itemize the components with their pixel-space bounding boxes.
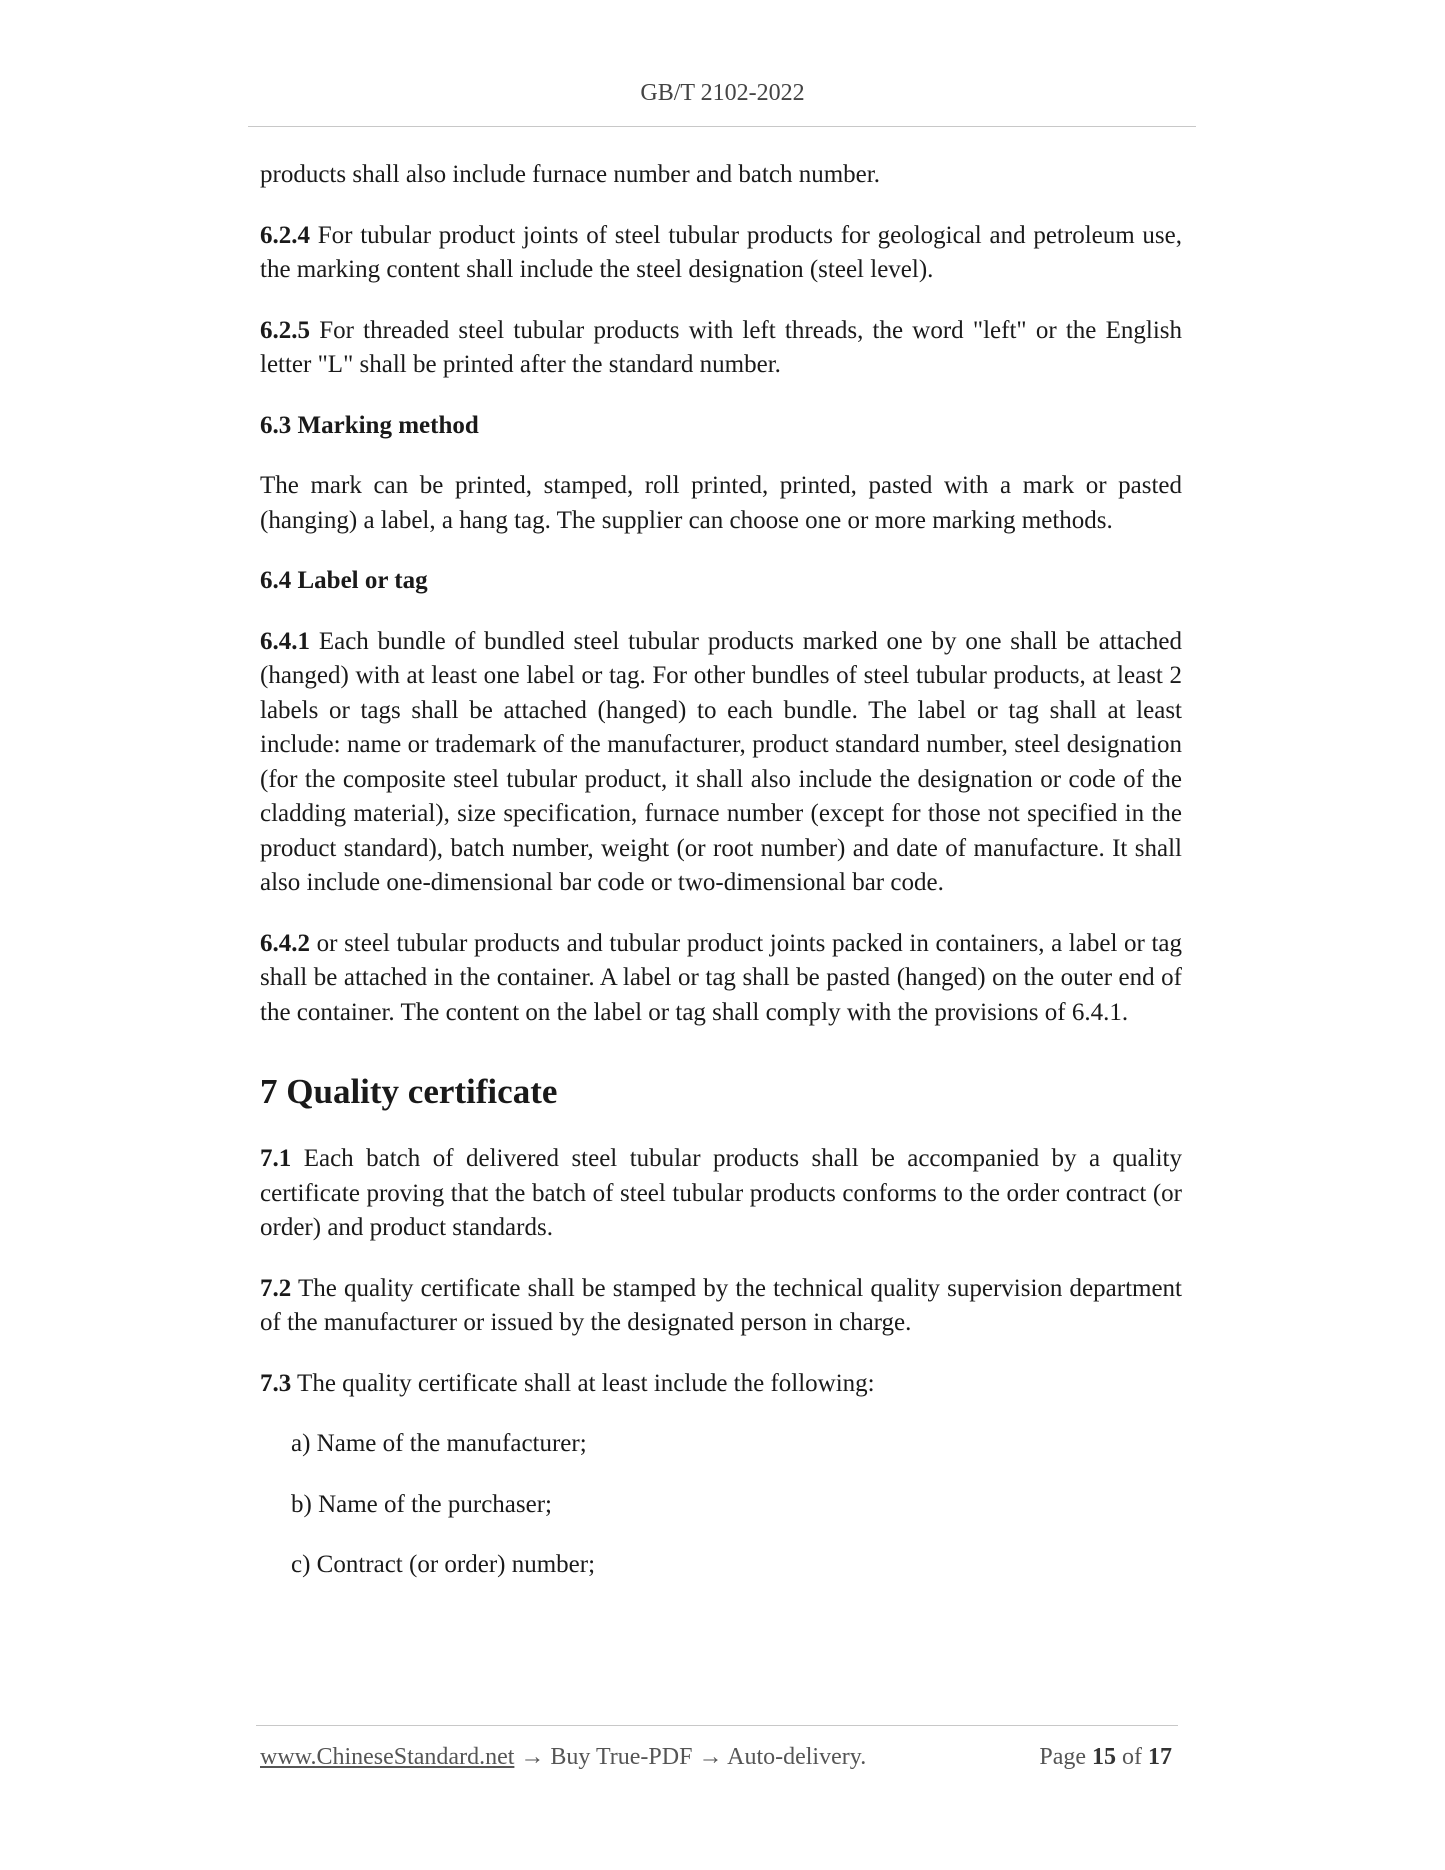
paragraph-continuation: products shall also include furnace number and batch number. (260, 161, 880, 188)
current-page-number: 15 (1092, 1744, 1116, 1770)
clause-number: 7.2 (260, 1274, 292, 1302)
list-item: a) Name of the manufacturer; (291, 1430, 587, 1457)
clause-number: 6.4.2 (260, 929, 310, 957)
clause-6-4-1 (260, 625, 1182, 901)
paragraph-marking-method: The mark can be printed, stamped, roll printed, printed, pasted with a mark or pasted (hanging) a label, a hang tag. The supplier can choose one or more marking methods. (260, 472, 1182, 534)
clause-6-2-4 (260, 219, 1182, 288)
clause-text: The quality certificate shall at least include the following: (291, 1369, 875, 1397)
list-item: c) Contract (or order) number; (291, 1551, 596, 1578)
website-link[interactable]: www.ChineseStandard.net (260, 1744, 515, 1770)
clause-text: or steel tubular products and tubular product joints packed in containers, a label or tag shall be attached in the container. A label or tag shall be pasted (hanged) on the outer end of the container. The content on the label or tag shall comply with the provisions of 6.4.1. (260, 929, 1182, 1026)
document-header-title: GB/T 2102-2022 (640, 80, 805, 106)
list-item: b) Name of the purchaser; (291, 1490, 552, 1518)
heading-6-3: 6.3 Marking method (260, 411, 479, 439)
clause-6-2-5 (260, 314, 1182, 383)
clause-number: 7.3 (260, 1369, 292, 1397)
header-divider (248, 126, 1196, 127)
document-body (260, 158, 1182, 1609)
clause-number: 7.1 (260, 1145, 292, 1172)
clause-7-1 (260, 1142, 1182, 1246)
heading-6-4: 6.4 Label or tag (260, 567, 428, 594)
footer-promo-text: → Buy True-PDF → Auto-delivery. (514, 1744, 867, 1770)
clause-7-3 (260, 1367, 1182, 1402)
clause-6-4-2 (260, 927, 1182, 1031)
clause-text: Each batch of delivered steel tubular products shall be accompanied by a quality certificate proving that the batch of steel tubular products conforms to the order contract (or order) and product standards. (260, 1145, 1182, 1241)
clause-text: For tubular product joints of steel tubular products for geological and petroleum use, the marking content shall include the steel designation (steel level). (260, 221, 1182, 283)
footer-divider (256, 1725, 1178, 1726)
clause-text: Each bundle of bundled steel tubular products marked one by one shall be attached (hanged) with at least one label or tag. For other bundles of steel tubular products, at least 2 labels or tags shall be attached (hanged) to each bundle. The label or tag shall at least include: name or trademark of the manufacturer, product standard number, steel designation (for the composite steel tubular product, it shall also include the designation or code of the cladding material), size specification, furnace number (except for those not specified in the product standard), batch number, weight (or root number) and date of manufacture. It shall also include one-dimensional bar code or two-dimensional bar code. (260, 627, 1182, 896)
clause-text: The quality certificate shall be stamped by the technical quality supervision department of the manufacturer or issued by the designated person in charge. (260, 1274, 1182, 1336)
of-label: of (1116, 1744, 1148, 1770)
clause-number: 6.2.5 (260, 316, 310, 344)
clause-number: 6.4.1 (260, 627, 310, 655)
clause-number: 6.2.4 (260, 221, 310, 249)
page-number-indicator (1039, 1744, 1172, 1771)
page-footer (260, 1744, 1172, 1771)
section-7-title: 7 Quality certificate (260, 1072, 558, 1111)
clause-text: For threaded steel tubular products with left threads, the word "left" or the English letter "L" shall be printed after the standard number. (260, 316, 1182, 378)
total-page-count: 17 (1148, 1744, 1172, 1770)
page-label: Page (1039, 1744, 1092, 1770)
clause-7-2 (260, 1272, 1182, 1341)
